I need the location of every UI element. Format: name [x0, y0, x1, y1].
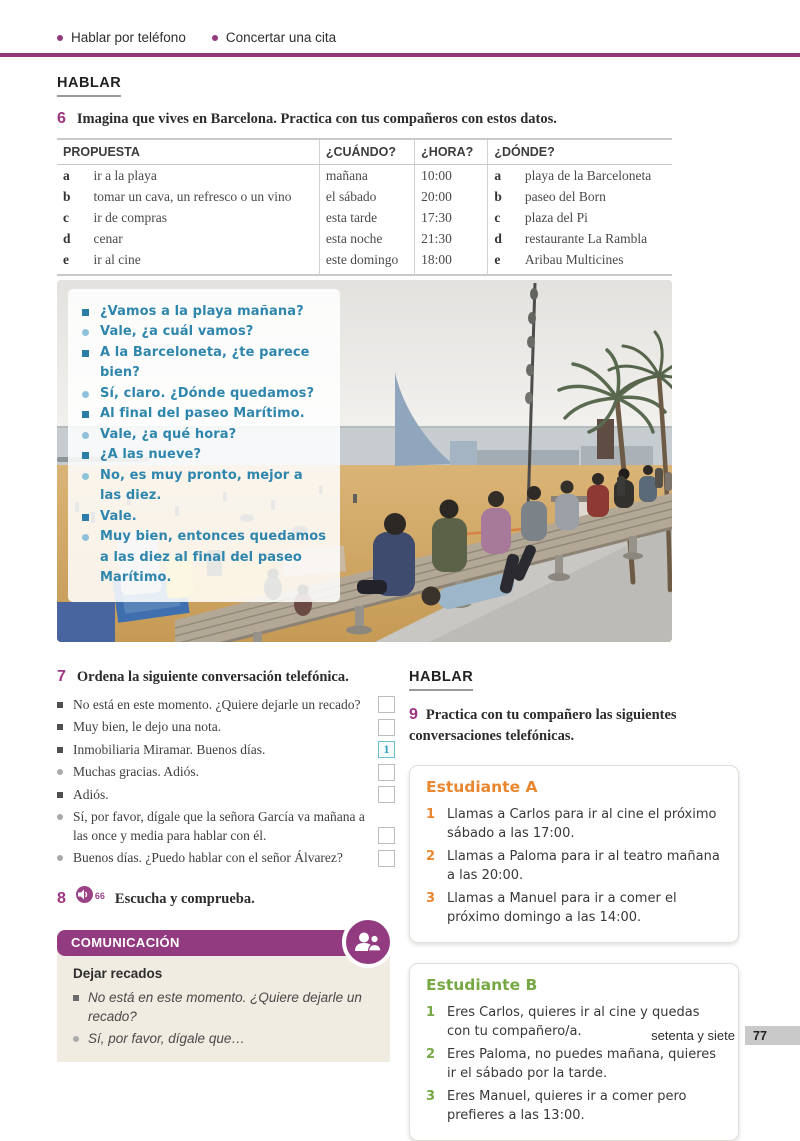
cell-cuando: esta tarde — [319, 207, 414, 228]
cell-hora: 10:00 — [415, 165, 488, 187]
topic-label: Hablar por teléfono — [71, 30, 186, 45]
list-item — [57, 741, 395, 760]
col-header-cuando: ¿CUÁNDO? — [319, 139, 414, 165]
exercise-instruction: Escucha y comprueba. — [114, 890, 255, 907]
col-header-propuesta: PROPUESTA — [57, 139, 319, 165]
card-title: Estudiante B — [426, 975, 538, 994]
square-bullet-icon — [82, 514, 89, 521]
exercise-7-heading — [57, 668, 395, 686]
beach-photo — [57, 280, 672, 642]
exercise-number: 6 — [57, 110, 66, 127]
col-header-donde: ¿DÓNDE? — [488, 139, 672, 165]
order-checkbox[interactable] — [378, 696, 395, 713]
task-text: Llamas a Manuel para ir a comer el próximo domingo a las 14:00. — [447, 890, 677, 925]
cell-cuando: este domingo — [319, 249, 414, 275]
exercise-number: 7 — [57, 667, 66, 685]
list-item — [57, 808, 395, 845]
list-item — [57, 786, 395, 805]
list-item — [57, 849, 395, 868]
order-checkbox[interactable] — [378, 786, 395, 803]
ordering-list — [57, 696, 395, 868]
square-bullet-icon — [82, 309, 89, 316]
row-key: c — [63, 209, 69, 225]
cell-hora: 21:30 — [415, 228, 488, 249]
dialogue-text: No, es muy pronto, mejor a las diez. — [100, 467, 303, 503]
example-line — [73, 1029, 374, 1048]
order-checkbox[interactable] — [378, 719, 395, 736]
dialogue-overlay — [68, 289, 340, 602]
dialogue-line — [82, 343, 328, 384]
cell-donde: plaza del Pi — [524, 209, 588, 225]
exercise-9-heading — [409, 704, 743, 747]
round-bullet-icon — [82, 473, 89, 480]
row-key: d — [494, 230, 502, 246]
item-text: Muchas gracias. Adiós. — [73, 764, 199, 779]
item-text: Inmobiliaria Miramar. Buenos días. — [73, 741, 266, 757]
section-title-hablar: HABLAR — [409, 669, 473, 691]
dialogue-line — [82, 507, 328, 528]
square-bullet-icon — [57, 747, 63, 753]
round-bullet-icon — [57, 814, 63, 820]
task-number: 3 — [426, 890, 436, 906]
exercise-number: 8 — [57, 889, 66, 907]
exercise-instruction: Imagina que vives en Barcelona. Practica con tus compañeros con estos datos. — [76, 111, 557, 127]
square-bullet-icon — [82, 411, 89, 418]
item-text: Adiós. — [73, 786, 109, 802]
row-key: b — [494, 188, 502, 204]
task-item — [426, 889, 724, 928]
task-number: 2 — [426, 848, 436, 864]
square-bullet-icon — [57, 702, 63, 708]
order-checkbox[interactable] — [378, 850, 395, 867]
row-key: e — [63, 251, 69, 267]
dialogue-text: ¿A las nueve? — [100, 447, 202, 462]
dialogue-text: ¿Vamos a la playa mañana? — [100, 303, 304, 319]
cell-hora: 18:00 — [415, 249, 488, 275]
cell-donde: Aribau Multicines — [524, 251, 624, 267]
order-checkbox[interactable] — [378, 827, 395, 844]
page-number: 77 — [745, 1026, 800, 1045]
estudiante-b-card — [409, 963, 739, 1141]
task-text: Eres Carlos, quieres ir al cine y quedas con tu compañero/a. — [447, 1004, 700, 1039]
dialogue-line — [82, 445, 328, 466]
dialogue-line — [82, 384, 328, 405]
cell-hora: 20:00 — [415, 186, 488, 207]
exercise-instruction: Practica con tu compañero las siguientes conversaciones telefónicas. — [409, 706, 677, 744]
exercise-number: 9 — [409, 705, 418, 723]
cell-propuesta: tomar un cava, un refresco o un vino — [93, 188, 292, 204]
round-bullet-icon — [57, 769, 63, 775]
cell-donde: paseo del Born — [524, 188, 606, 204]
task-number: 2 — [426, 1046, 436, 1062]
item-text: No está en este momento. ¿Quiere dejarle un recado? — [73, 696, 361, 712]
table-row — [57, 249, 672, 275]
task-text: Llamas a Paloma para ir al teatro mañana a las 20:00. — [447, 848, 720, 883]
cell-cuando: mañana — [319, 165, 414, 187]
task-text: Llamas a Carlos para ir al cine el próximo sábado a las 17:00. — [447, 806, 717, 841]
page-number-words: setenta y siete — [651, 1028, 735, 1043]
audio-chip[interactable] — [76, 886, 105, 905]
row-key: d — [63, 230, 71, 246]
item-text: Buenos días. ¿Puedo hablar con el señor Álvarez? — [73, 850, 343, 865]
cell-donde: playa de la Barceloneta — [524, 167, 652, 183]
list-item — [57, 718, 395, 737]
dialogue-line — [82, 466, 328, 507]
order-checkbox[interactable] — [378, 764, 395, 781]
cell-donde: restaurante La Rambla — [524, 230, 648, 246]
dialogue-line — [82, 404, 328, 425]
row-key: a — [494, 167, 502, 183]
topic-item — [212, 30, 336, 45]
item-text: Muy bien, le dejo una nota. — [73, 719, 222, 734]
estudiante-a-card — [409, 765, 739, 943]
dialogue-text: A la Barceloneta, ¿te parece bien? — [100, 344, 310, 380]
cell-propuesta: ir de compras — [93, 209, 167, 225]
bullet-icon — [212, 35, 218, 41]
example-text: Sí, por favor, dígale que… — [88, 1030, 245, 1046]
exercise-8-heading — [57, 886, 395, 908]
comunicacion-subtitle: Dejar recados — [73, 965, 163, 981]
round-bullet-icon — [82, 391, 89, 398]
list-item — [57, 696, 395, 715]
table-row — [57, 186, 672, 207]
task-item — [426, 805, 724, 844]
task-item — [426, 847, 724, 886]
bullet-icon — [57, 35, 63, 41]
task-number: 1 — [426, 1004, 436, 1020]
round-bullet-icon — [57, 855, 63, 861]
cell-cuando: esta noche — [319, 228, 414, 249]
dialogue-text: Vale, ¿a cuál vamos? — [100, 324, 254, 339]
task-text: Eres Paloma, no puedes mañana, quieres ir el sábado por la tarde. — [447, 1046, 717, 1081]
square-bullet-icon — [82, 350, 89, 357]
page-topic-banner — [0, 0, 800, 45]
round-bullet-icon — [82, 534, 89, 541]
dialogue-text: Sí, claro. ¿Dónde quedamos? — [100, 385, 315, 401]
dialogue-text: Vale, ¿a qué hora? — [100, 426, 237, 442]
section-title-hablar: HABLAR — [57, 75, 121, 97]
square-bullet-icon — [57, 792, 63, 798]
task-number: 3 — [426, 1088, 436, 1104]
cell-propuesta: ir a la playa — [93, 167, 157, 183]
example-line — [73, 988, 374, 1026]
order-checkbox[interactable]: 1 — [378, 741, 395, 758]
header-divider — [0, 53, 800, 57]
round-bullet-icon — [73, 1036, 79, 1042]
round-bullet-icon — [82, 329, 89, 336]
comunicacion-box — [57, 930, 390, 1062]
proposals-table — [57, 138, 672, 276]
row-key: c — [494, 209, 501, 225]
task-item — [426, 1045, 724, 1084]
square-bullet-icon — [73, 995, 79, 1001]
cell-cuando: el sábado — [319, 186, 414, 207]
item-text: Sí, por favor, dígale que la señora García va mañana a las once y media para hablar con él. — [73, 809, 365, 843]
row-key: e — [494, 251, 501, 267]
row-key: a — [63, 167, 70, 183]
list-item — [57, 763, 395, 782]
dialogue-line — [82, 425, 328, 446]
card-title: Estudiante A — [426, 777, 538, 796]
task-item — [426, 1087, 724, 1126]
dialogue-text: Vale. — [100, 508, 137, 524]
dialogue-line — [82, 302, 328, 323]
square-bullet-icon — [82, 452, 89, 459]
square-bullet-icon — [57, 724, 63, 730]
page-footer — [651, 1026, 800, 1045]
topic-label: Concertar una cita — [225, 30, 337, 45]
cell-propuesta: ir al cine — [93, 251, 141, 267]
task-number: 1 — [426, 806, 436, 822]
table-row — [57, 207, 672, 228]
dialogue-text: Muy bien, entonces quedamos a las diez al final del paseo Marítimo. — [100, 529, 327, 585]
task-text: Eres Manuel, quieres ir a comer pero prefieres a las 13:00. — [447, 1088, 687, 1123]
col-header-hora: ¿HORA? — [415, 139, 488, 165]
audio-track-number: 66 — [94, 890, 105, 901]
audio-speaker-icon[interactable] — [76, 886, 93, 903]
round-bullet-icon — [82, 432, 89, 439]
comunicacion-header: COMUNICACIÓN — [57, 930, 367, 956]
exercise-instruction: Ordena la siguiente conversación telefónica. — [76, 668, 349, 685]
people-icon — [342, 916, 394, 968]
exercise-6-heading — [57, 110, 743, 128]
example-text: No está en este momento. ¿Quiere dejarle un recado? — [88, 989, 362, 1024]
table-row — [57, 165, 672, 187]
row-key: b — [63, 188, 71, 204]
cell-hora: 17:30 — [415, 207, 488, 228]
dialogue-text: Al final del paseo Marítimo. — [100, 406, 305, 421]
dialogue-line — [82, 322, 328, 343]
dialogue-line — [82, 527, 328, 589]
topic-item — [57, 30, 186, 45]
cell-propuesta: cenar — [93, 230, 123, 246]
table-row — [57, 228, 672, 249]
